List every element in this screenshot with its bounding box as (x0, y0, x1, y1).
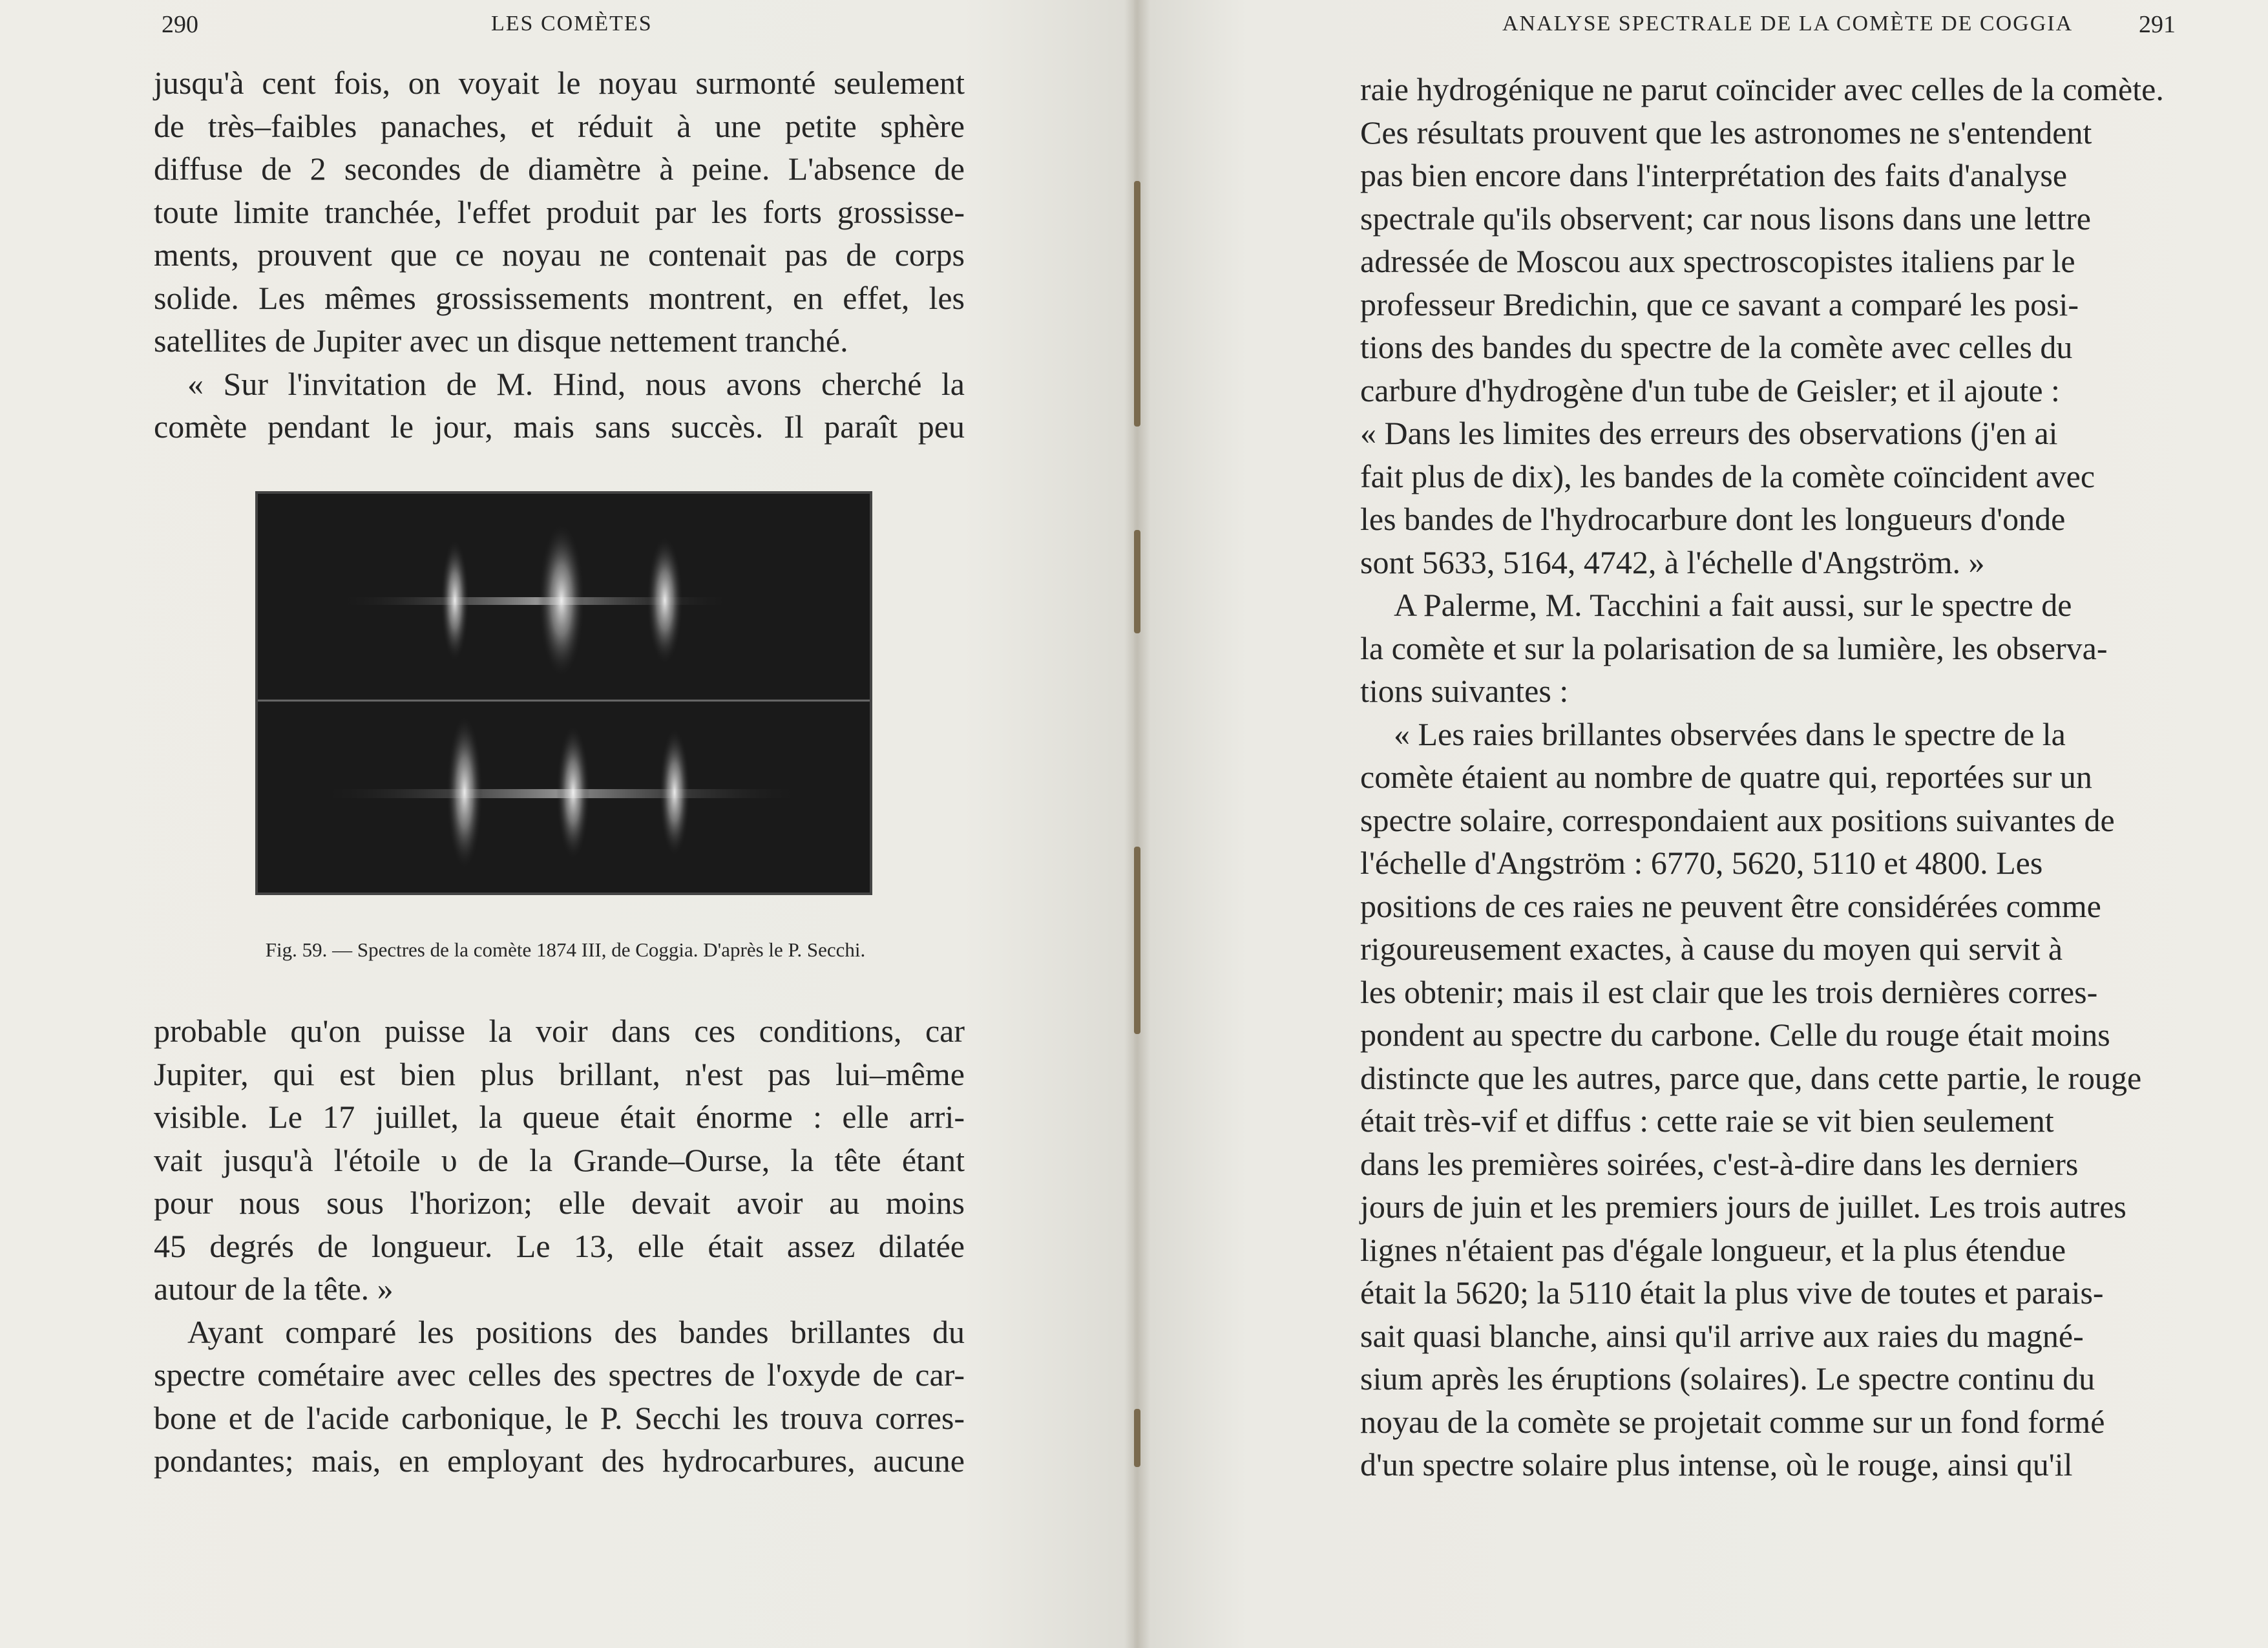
text-line: d'un spectre solaire plus intense, où le rouge, ainsi qu'il (1360, 1446, 2073, 1483)
text-line: comète étaient au nombre de quatre qui, reportées sur un (1360, 759, 2092, 795)
text-line: de très–faibles panaches, et réduit à une petite sphère (154, 107, 965, 144)
text-line: pas bien encore dans l'interprétation des faits d'analyse (1360, 157, 2068, 193)
spectra-figure (255, 491, 872, 895)
text-line: Jupiter, qui est bien plus brillant, n'est pas lui–même (154, 1055, 965, 1092)
left-text-top (154, 61, 965, 449)
text-line: jours de juin et les premiers jours de juillet. Les trois autres (1360, 1188, 2126, 1225)
figure-caption: Fig. 59. — Spectres de la comète 1874 III, de Coggia. D'après le P. Secchi. (265, 938, 866, 961)
text-line: était la 5620; la 5110 était la plus vive de toutes et parais- (1360, 1274, 2104, 1311)
text-line: les obtenir; mais il est clair que les trois dernières corres- (1360, 973, 2098, 1010)
left-page-number: 290 (162, 11, 198, 38)
binding-stitch (1134, 1409, 1140, 1467)
spectrum-line-lower-1 (446, 715, 483, 870)
binding-stitch (1134, 181, 1140, 427)
binding-stitch (1134, 530, 1140, 633)
binding-stitch (1134, 847, 1140, 1034)
right-text (1360, 68, 2164, 1486)
text-line: était très-vif et diffus : cette raie se vit bien seulement (1360, 1103, 2054, 1139)
text-line: visible. Le 17 juillet, la queue était énorme : elle arri- (154, 1099, 965, 1135)
text-line: « Dans les limites des erreurs des observations (j'en ai (1360, 415, 2058, 451)
text-line: fait plus de dix), les bandes de la comète coïncident avec (1360, 458, 2095, 494)
text-line: noyau de la comète se projetait comme sur un fond formé (1360, 1403, 2105, 1440)
text-line: tions des bandes du spectre de la comète avec celles du (1360, 329, 2073, 365)
text-line: Ces résultats prouvent que les astronomes ne s'entendent (1360, 114, 2092, 151)
spectra-illustration (258, 494, 870, 893)
spectrum-line-upper-3 (647, 536, 683, 665)
text-line: les bandes de l'hydrocarbure dont les longueurs d'onde (1360, 501, 2066, 537)
text-line: sium après les éruptions (solaires). Le spectre continu du (1360, 1360, 2095, 1397)
text-line: « Sur l'invitation de M. Hind, nous avons cherché la (187, 365, 965, 402)
text-line: distincte que les autres, parce que, dans cette partie, le rouge (1360, 1059, 2142, 1096)
text-line: pondent au spectre du carbone. Celle du rouge était moins (1360, 1017, 2110, 1053)
text-line: Ayant comparé les positions des bandes brillantes du (187, 1313, 965, 1350)
text-line: autour de la tête. » (154, 1271, 394, 1307)
text-line: probable qu'on puisse la voir dans ces conditions, car (154, 1013, 965, 1049)
text-line: bone et de l'acide carbonique, le P. Secchi les trouva corres- (154, 1399, 965, 1436)
text-line: pour nous sous l'horizon; elle devait avoir au moins (154, 1185, 965, 1221)
text-line: dans les premières soirées, c'est-à-dire dans les derniers (1360, 1145, 2079, 1182)
text-line: raie hydrogénique ne parut coïncider avec celles de la comète. (1360, 71, 2164, 107)
spectrum-line-upper-2 (538, 523, 585, 678)
text-line: A Palerme, M. Tacchini a fait aussi, sur le spectre de (1394, 587, 2072, 623)
text-line: la comète et sur la polarisation de sa lumière, les observa- (1360, 629, 2108, 666)
text-line: sait quasi blanche, ainsi qu'il arrive aux raies du magné- (1360, 1317, 2084, 1354)
text-line: diffuse de 2 secondes de diamètre à peine. L'absence de (154, 151, 965, 187)
left-running-head: LES COMÈTES (491, 12, 653, 36)
text-line: spectrale qu'ils observent; car nous lisons dans une lettre (1360, 200, 2091, 237)
text-line: tions suivantes : (1360, 673, 1569, 709)
spectrum-line-lower-3 (659, 728, 690, 857)
text-line: spectre solaire, correspondaient aux positions suivantes de (1360, 801, 2115, 838)
right-page-number: 291 (2139, 11, 2176, 38)
text-line: ments, prouvent que ce noyau ne contenait pas de corps (154, 237, 965, 273)
text-line: rigoureusement exactes, à cause du moyen qui servit à (1360, 931, 2063, 967)
book-gutter (1124, 0, 1150, 1648)
spectrum-line-upper-1 (441, 539, 469, 662)
text-line: 45 degrés de longueur. Le 13, elle était assez dilatée (154, 1227, 965, 1264)
text-line: jusqu'à cent fois, on voyait le noyau surmonté seulement (154, 65, 965, 101)
text-line: vait jusqu'à l'étoile υ de la Grande–Ourse, la tête étant (154, 1141, 965, 1178)
text-line: positions de ces raies ne peuvent être considérées comme (1360, 887, 2101, 924)
text-line: solide. Les mêmes grossissements montrent, en effet, les (154, 279, 965, 316)
text-line: adressée de Moscou aux spectroscopistes italiens par le (1360, 243, 2075, 279)
left-text-bottom (154, 1009, 965, 1483)
text-line: satellites de Jupiter avec un disque nettement tranché. (154, 322, 848, 359)
text-line: professeur Bredichin, que ce savant a comparé les posi- (1360, 286, 2079, 322)
text-line: spectre cométaire avec celles des spectres de l'oxyde de car- (154, 1357, 965, 1393)
text-line: « Les raies brillantes observées dans le spectre de la (1394, 715, 2066, 752)
text-line: lignes n'étaient pas d'égale longueur, et la plus étendue (1360, 1231, 2066, 1268)
text-line: sont 5633, 5164, 4742, à l'échelle d'Angström. » (1360, 544, 1985, 580)
right-page (1134, 0, 2268, 1648)
text-line: l'échelle d'Angström : 6770, 5620, 5110 et 4800. Les (1360, 845, 2043, 881)
text-line: comète pendant le jour, mais sans succès. Il paraît peu (154, 408, 965, 445)
text-line: pondantes; mais, en employant des hydrocarbures, aucune (154, 1442, 965, 1479)
spectrum-line-lower-2 (556, 724, 590, 860)
right-running-head: ANALYSE SPECTRALE DE LA COMÈTE DE COGGIA (1502, 12, 2074, 36)
text-line: carbure d'hydrogène d'un tube de Geisler; et il ajoute : (1360, 372, 2060, 408)
text-line: toute limite tranchée, l'effet produit par les forts grossisse- (154, 193, 965, 230)
